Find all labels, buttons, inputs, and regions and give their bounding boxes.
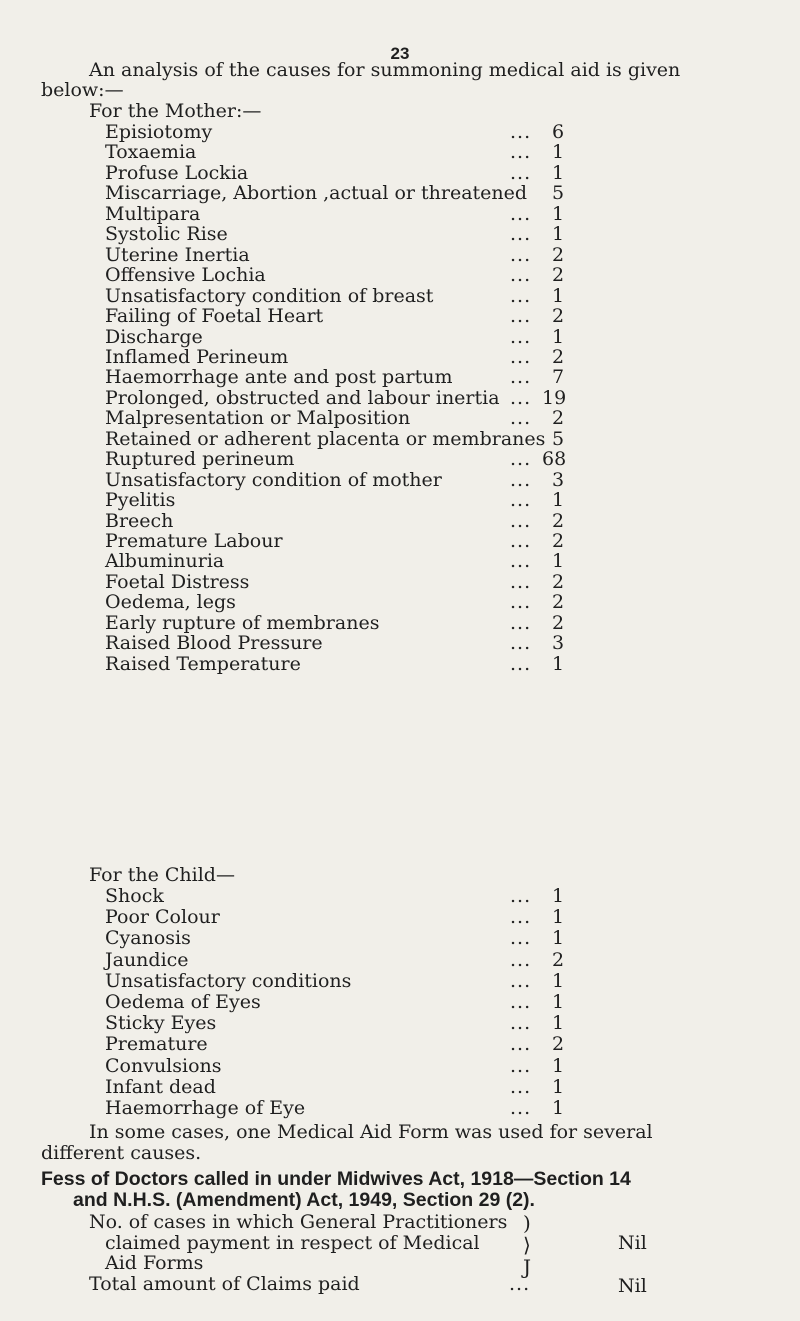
cause-label: Raised Temperature	[105, 652, 301, 675]
cause-label: Toxaemia	[105, 141, 197, 164]
fees-item2-leader: ...	[509, 1273, 531, 1295]
dot-leader: ...	[510, 1097, 532, 1119]
fees-item1-line-3: Aid Forms	[105, 1252, 204, 1274]
dot-leader: ...	[510, 468, 532, 491]
cause-count: 5	[552, 182, 565, 205]
dot-leader: ...	[510, 121, 532, 143]
brace-glyph: ) ⟩ J	[523, 1211, 532, 1279]
dot-leader: ...	[510, 448, 532, 471]
dot-leader: ...	[510, 386, 532, 409]
cause-label: Shock	[105, 885, 164, 907]
dot-leader: ...	[510, 264, 532, 287]
cause-count: 2	[552, 264, 565, 287]
fees-item2-value: Nil	[618, 1275, 647, 1297]
dot-leader: ...	[510, 611, 532, 634]
dot-leader: ...	[510, 1012, 532, 1035]
cause-count: 1	[552, 906, 565, 929]
cause-count: 19	[542, 386, 567, 409]
cause-count: 1	[552, 325, 565, 348]
cause-label: Oedema, legs	[105, 591, 236, 614]
cause-label: Raised Blood Pressure	[105, 632, 323, 655]
cause-label: Cyanosis	[105, 927, 191, 950]
dot-leader: ...	[510, 885, 532, 907]
cause-label: Systolic Rise	[105, 223, 228, 246]
dot-leader: ...	[510, 969, 532, 992]
cause-label: Offensive Lochia	[105, 264, 266, 287]
note-line-1: In some cases, one Medical Aid Form was used for several	[89, 1121, 653, 1143]
dot-leader: ...	[510, 632, 532, 655]
cause-count: 1	[552, 1054, 565, 1077]
dot-leader: ...	[510, 906, 532, 929]
cause-label: Unsatisfactory condition of breast	[105, 284, 434, 307]
cause-count: 3	[552, 632, 565, 655]
cause-count: 2	[552, 1033, 565, 1056]
dot-leader: ...	[510, 202, 532, 225]
cause-count: 2	[552, 530, 565, 552]
dot-leader: ...	[510, 141, 532, 164]
dot-leader: ...	[510, 991, 532, 1013]
cause-count: 2	[552, 305, 565, 328]
cause-label: Profuse Lockia	[105, 161, 249, 184]
cause-label: Infant dead	[105, 1075, 216, 1098]
cause-count: 68	[542, 448, 567, 471]
cause-label: Pyelitis	[105, 489, 176, 512]
dot-leader: ...	[510, 366, 532, 389]
cause-count: 1	[552, 284, 565, 307]
cause-count: 1	[552, 652, 565, 675]
dot-leader: ...	[510, 161, 532, 184]
cause-label: Jaundice	[105, 948, 189, 971]
cause-count: 1	[552, 991, 565, 1013]
dot-leader: ...	[510, 345, 532, 368]
cause-count: 1	[552, 1097, 565, 1119]
cause-count: 6	[552, 121, 565, 143]
cause-label: Miscarriage, Abortion ,actual or threatened	[105, 182, 528, 205]
cause-count: 1	[552, 161, 565, 184]
cause-label: Albuminuria	[105, 550, 225, 573]
cause-label: Foetal Distress	[105, 570, 250, 593]
dot-leader: ...	[510, 407, 532, 430]
fees-item1-line-1: No. of cases in which General Practitioners	[89, 1211, 508, 1233]
dot-leader: ...	[510, 509, 532, 532]
cause-label: Premature	[105, 1033, 208, 1056]
cause-label: Unsatisfactory condition of mother	[105, 468, 442, 491]
dot-leader: ...	[510, 489, 532, 512]
cause-count: 1	[552, 489, 565, 512]
cause-label: Haemorrhage ante and post partum	[105, 366, 453, 389]
cause-count: 1	[552, 550, 565, 573]
child-heading: For the Child—	[89, 864, 235, 886]
dot-leader: ...	[510, 530, 532, 552]
cause-label: Sticky Eyes	[105, 1012, 217, 1035]
fees-item1-value: Nil	[618, 1232, 647, 1254]
cause-count: 2	[552, 611, 565, 634]
cause-count: 2	[552, 243, 565, 266]
cause-label: Oedema of Eyes	[105, 991, 261, 1013]
cause-label: Prolonged, obstructed and labour inertia	[105, 386, 500, 409]
dot-leader: ...	[510, 652, 532, 675]
cause-count: 1	[552, 1075, 565, 1098]
cause-count: 1	[552, 927, 565, 950]
cause-count: 2	[552, 345, 565, 368]
cause-count: 2	[552, 407, 565, 430]
cause-count: 2	[552, 948, 565, 971]
cause-label: Convulsions	[105, 1054, 222, 1077]
dot-leader: ...	[510, 1075, 532, 1098]
dot-leader: ...	[510, 223, 532, 246]
cause-count: 1	[552, 223, 565, 246]
cause-count: 2	[552, 509, 565, 532]
fees-item2-label: Total amount of Claims paid	[89, 1273, 360, 1295]
cause-label: Failing of Foetal Heart	[105, 305, 324, 328]
cause-label: Uterine Inertia	[105, 243, 250, 266]
cause-label: Ruptured perineum	[105, 448, 295, 471]
dot-leader: ...	[510, 284, 532, 307]
note-line-2: different causes.	[41, 1142, 202, 1164]
cause-label: Haemorrhage of Eye	[105, 1097, 306, 1119]
cause-count: 1	[552, 202, 565, 225]
cause-count: 7	[552, 366, 565, 389]
dot-leader: ...	[510, 927, 532, 950]
cause-label: Multipara	[105, 202, 201, 225]
cause-label: Breech	[105, 509, 174, 532]
cause-label: Inflamed Perineum	[105, 345, 289, 368]
cause-count: 3	[552, 468, 565, 491]
cause-label: Poor Colour	[105, 906, 220, 929]
cause-label: Early rupture of membranes	[105, 611, 380, 634]
cause-label: Retained or adherent placenta or membranes	[105, 427, 546, 450]
dot-leader: ...	[510, 243, 532, 266]
cause-label: Unsatisfactory conditions	[105, 969, 352, 992]
intro-line-2: below:—	[41, 79, 124, 101]
cause-count: 2	[552, 570, 565, 593]
dot-leader: ...	[510, 1033, 532, 1056]
cause-count: 5	[552, 427, 565, 450]
mother-heading: For the Mother:—	[89, 100, 262, 122]
cause-count: 1	[552, 969, 565, 992]
cause-label: Malpresentation or Malposition	[105, 407, 411, 430]
cause-label: Episiotomy	[105, 121, 213, 143]
cause-count: 1	[552, 1012, 565, 1035]
cause-count: 2	[552, 591, 565, 614]
dot-leader: ...	[510, 591, 532, 614]
dot-leader: ...	[510, 550, 532, 573]
page-number: 23	[390, 44, 410, 63]
cause-count: 1	[552, 885, 565, 907]
dot-leader: ...	[510, 325, 532, 348]
dot-leader: ...	[510, 1054, 532, 1077]
dot-leader: ...	[510, 570, 532, 593]
fees-heading-line-1: Fess of Doctors called in under Midwives Act, 1918—Section 14	[41, 1168, 631, 1190]
dot-leader: ...	[510, 948, 532, 971]
fees-heading-line-2: and N.H.S. (Amendment) Act, 1949, Section 29 (2).	[73, 1189, 535, 1211]
intro-line-1: An analysis of the causes for summoning medical aid is given	[89, 59, 681, 81]
cause-label: Discharge	[105, 325, 203, 348]
fees-item1-line-2: claimed payment in respect of Medical	[105, 1232, 480, 1254]
cause-count: 1	[552, 141, 565, 164]
dot-leader: ...	[510, 305, 532, 328]
cause-label: Premature Labour	[105, 530, 283, 552]
